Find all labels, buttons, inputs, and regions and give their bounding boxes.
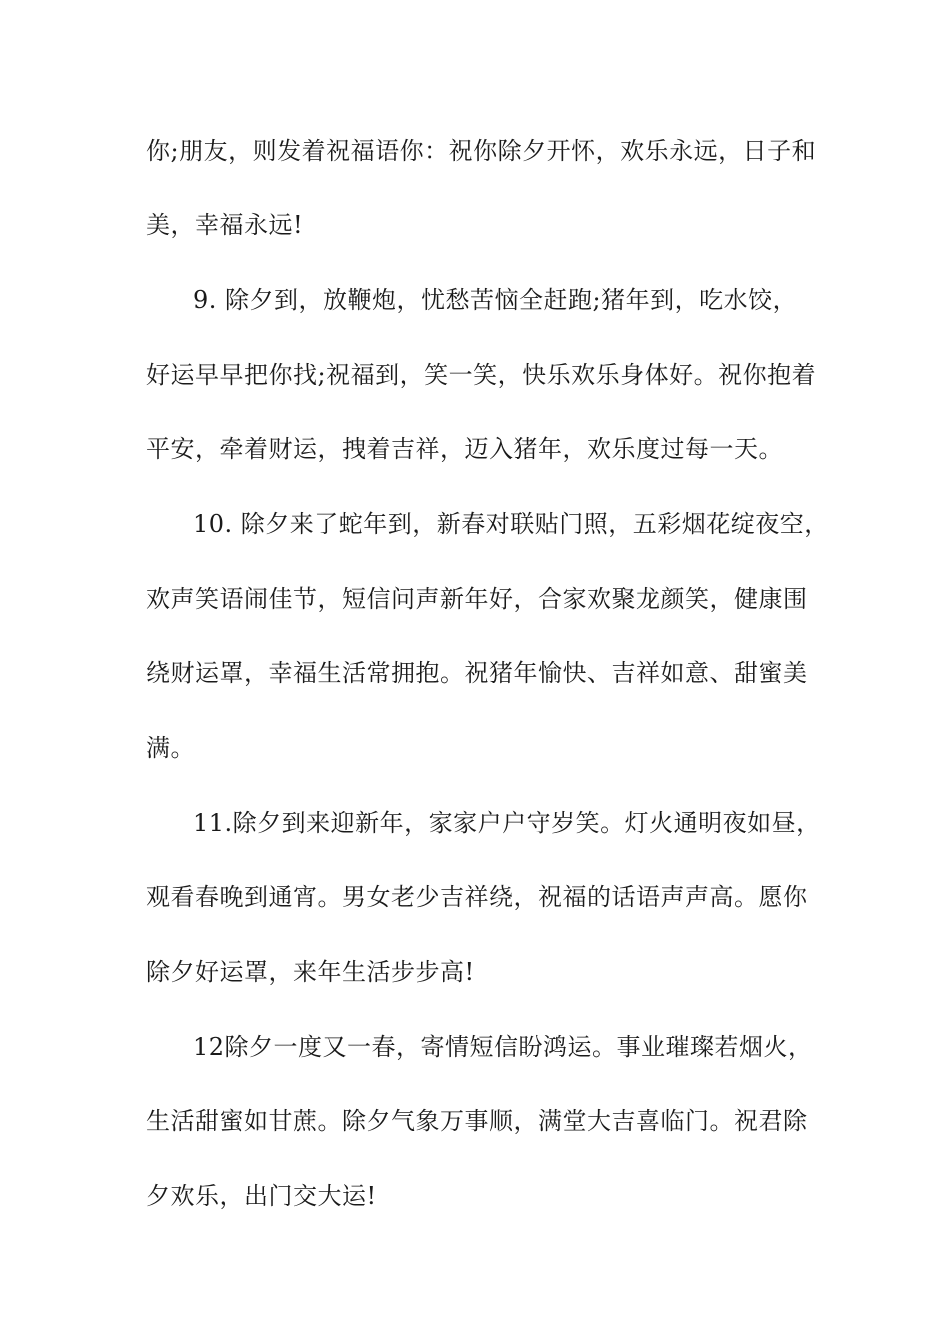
- text-line: 绕财运罩，幸福生活常拥抱。祝猪年愉快、吉祥如意、甜蜜美: [146, 659, 808, 687]
- text-line: 10. 除夕来了蛇年到，新春对联贴门照，五彩烟花绽夜空，: [193, 510, 829, 538]
- text-line: 除夕好运罩，来年生活步步高!: [146, 958, 475, 986]
- text-line: 11.除夕到来迎新年，家家户户守岁笑。灯火通明夜如昼，: [193, 809, 821, 837]
- text-line: 满。: [146, 734, 195, 762]
- text-line: 观看春晚到通宵。男女老少吉祥绕，祝福的话语声声高。愿你: [146, 883, 808, 911]
- text-line: 9. 除夕到，放鞭炮，忧愁苦恼全赶跑;猪年到，吃水饺，: [193, 286, 798, 314]
- text-line: 欢声笑语闹佳节，短信问声新年好，合家欢聚龙颜笑，健康围: [146, 585, 808, 613]
- text-line: 你;朋友，则发着祝福语你：祝你除夕开怀，欢乐永远，日子和: [146, 137, 817, 165]
- text-line: 生活甜蜜如甘蔗。除夕气象万事顺，满堂大吉喜临门。祝君除: [146, 1107, 808, 1135]
- text-line: 美，幸福永远!: [146, 211, 304, 239]
- text-line: 12除夕一度又一春，寄情短信盼鸿运。事业璀璨若烟火，: [193, 1033, 813, 1061]
- text-line: 夕欢乐，出门交大运!: [146, 1182, 377, 1210]
- text-line: 好运早早把你找;祝福到，笑一笑，快乐欢乐身体好。祝你抱着: [146, 361, 817, 389]
- text-line: 平安，牵着财运，拽着吉祥，迈入猪年，欢乐度过每一天。: [146, 435, 783, 463]
